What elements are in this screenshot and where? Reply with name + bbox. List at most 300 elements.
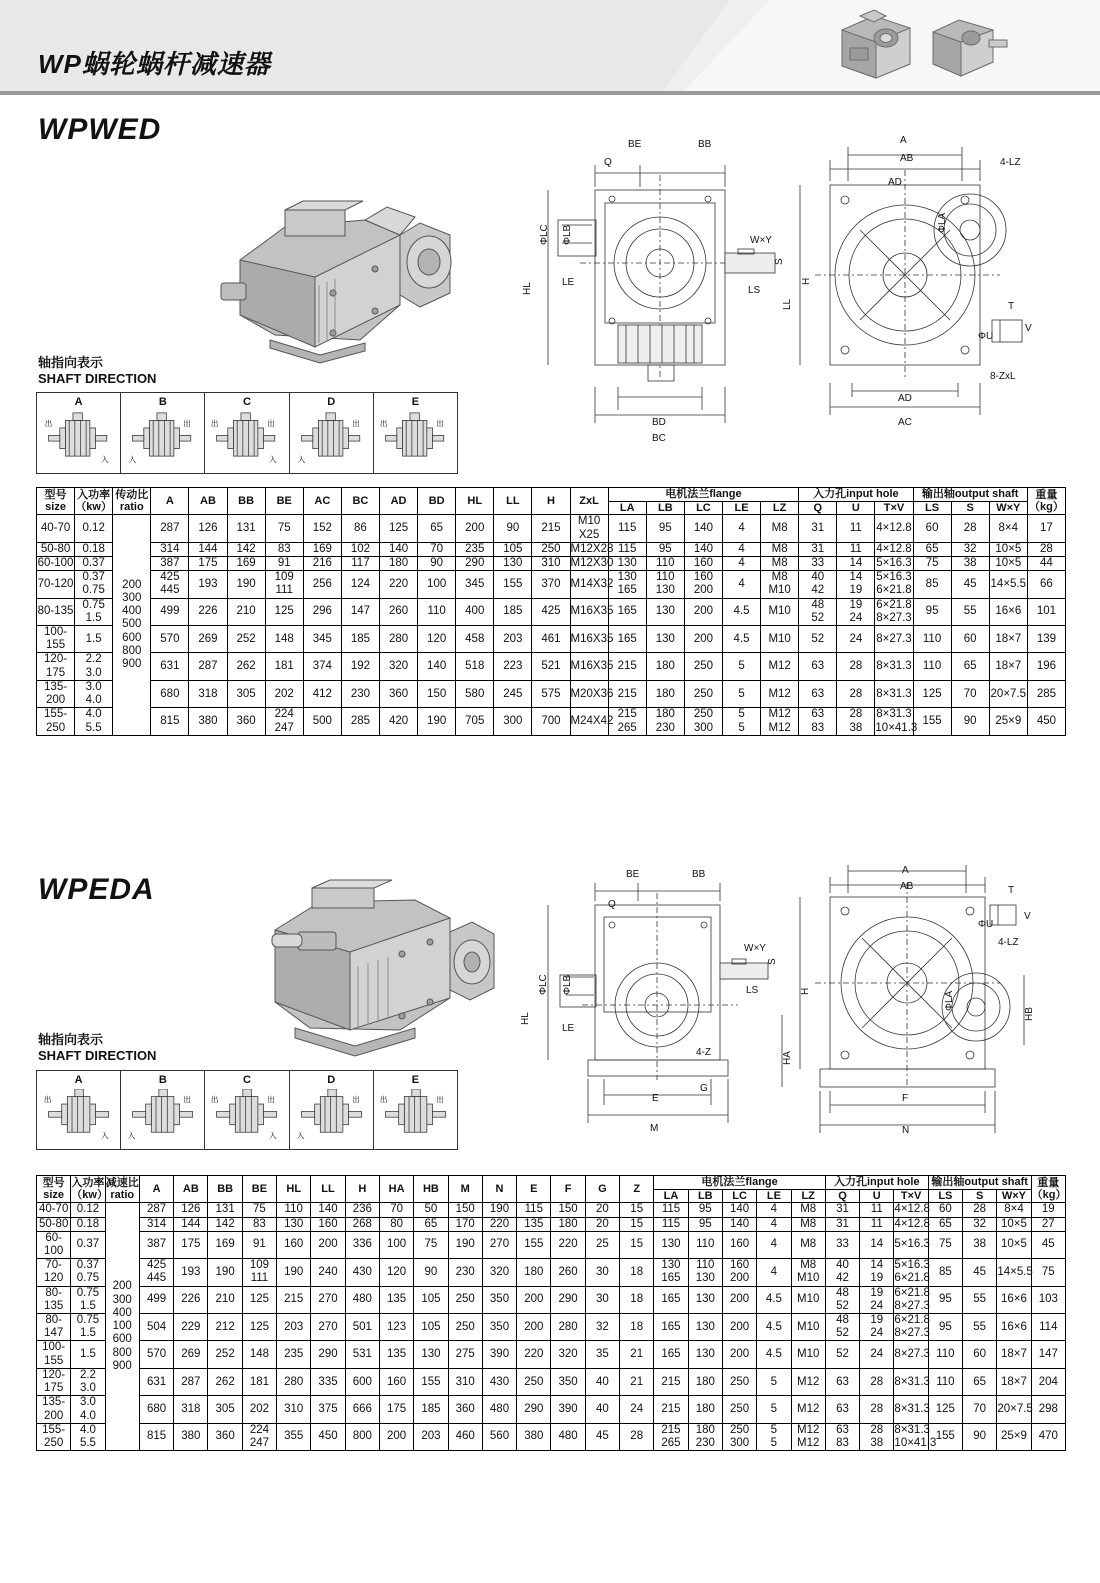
spec-table-wpeda [36, 1175, 1066, 1451]
cell-LA: 130 165 [608, 571, 646, 598]
cell-LZ: M8 M10 [791, 1259, 825, 1286]
cell-AB: 380 [189, 708, 227, 735]
cell-TV: 8×31.3 [875, 680, 913, 707]
cell-AB: 318 [174, 1396, 208, 1423]
cell-Q: 31 [799, 515, 837, 542]
cell-LS: 110 [928, 1368, 962, 1395]
cell-N: 480 [482, 1396, 516, 1423]
cell-AB: 175 [189, 556, 227, 570]
cell-E: 380 [517, 1423, 551, 1450]
group-output-shaft: 输出轴output shaft [913, 488, 1027, 502]
svg-text:出: 出 [267, 1095, 276, 1105]
col-H: H [345, 1176, 379, 1203]
cell-LE: 4 [722, 556, 760, 570]
cell-LB: 130 [688, 1286, 722, 1313]
shaft-direction-label-1: 轴指向表示 SHAFT DIRECTION [38, 355, 157, 386]
svg-text:HB: HB [1024, 1007, 1035, 1021]
cell-G: 35 [585, 1341, 619, 1368]
cell-AD: 280 [379, 626, 417, 653]
svg-text:出: 出 [44, 419, 53, 429]
cell-AD: 360 [379, 680, 417, 707]
cell-weight: 204 [1031, 1368, 1065, 1395]
col-LB: LB [688, 1189, 722, 1203]
cell-S: 38 [963, 1231, 997, 1258]
col-LZ: LZ [761, 501, 799, 515]
cell-power: 0.18 [75, 542, 113, 556]
cell-LS: 60 [913, 515, 951, 542]
svg-text:BB: BB [692, 869, 706, 880]
col-LA: LA [608, 501, 646, 515]
svg-text:AD: AD [888, 177, 902, 188]
cell-WY: 10×5 [997, 1231, 1031, 1258]
cell-A: 680 [139, 1396, 173, 1423]
cell-F: 260 [551, 1259, 585, 1286]
cell-size: 100-155 [37, 626, 75, 653]
cell-BB: 262 [227, 653, 265, 680]
col-AC: AC [303, 488, 341, 515]
col-BE: BE [242, 1176, 276, 1203]
cell-H: 461 [532, 626, 570, 653]
cell-AC: 500 [303, 708, 341, 735]
cell-U: 28 38 [860, 1423, 894, 1450]
cell-BB: 210 [227, 598, 265, 625]
cell-LZ: M10 [761, 626, 799, 653]
cell-LE: 5 [757, 1368, 791, 1395]
shaft-diagram-c-icon [209, 411, 284, 466]
cell-LB: 130 [646, 626, 684, 653]
col-ratio: 减速比 ratio [105, 1176, 139, 1202]
cell-LA: 115 [654, 1203, 688, 1217]
cell-HL: 200 [456, 515, 494, 542]
cell-LB: 180 [646, 653, 684, 680]
cell-AD: 260 [379, 598, 417, 625]
shaft-cell-d: D 出 入 [290, 393, 374, 473]
page-header [0, 0, 1100, 95]
cell-BD: 65 [418, 515, 456, 542]
cell-LL: 155 [494, 571, 532, 598]
cell-BC: 86 [341, 515, 379, 542]
col-LA: LA [654, 1189, 688, 1203]
cell-M: 275 [448, 1341, 482, 1368]
cell-U: 11 [837, 542, 875, 556]
cell-HB: 203 [414, 1423, 448, 1450]
cell-BE: 125 [242, 1314, 276, 1341]
svg-text:入: 入 [269, 454, 278, 464]
shaft-cell-c: C 出 出 入 [205, 393, 289, 473]
cell-LZ: M8 [761, 542, 799, 556]
cell-BC: 117 [341, 556, 379, 570]
col-LB: LB [646, 501, 684, 515]
table-row [37, 1396, 1066, 1423]
cell-weight: 27 [1031, 1217, 1065, 1231]
cell-TV: 4×12.8 [875, 515, 913, 542]
cell-Q: 40 42 [799, 571, 837, 598]
cell-HL: 310 [277, 1396, 311, 1423]
cell-H: 600 [345, 1368, 379, 1395]
cell-BE: 75 [265, 515, 303, 542]
cell-LL: 105 [494, 542, 532, 556]
cell-Q: 31 [799, 542, 837, 556]
cell-HA: 200 [379, 1423, 413, 1450]
cell-G: 40 [585, 1368, 619, 1395]
svg-text:AD: AD [898, 393, 912, 404]
col-A: A [139, 1176, 173, 1203]
cell-LA: 215 265 [608, 708, 646, 735]
cell-LZ: M12 M12 [791, 1423, 825, 1450]
cell-LL: 223 [494, 653, 532, 680]
col-AB: AB [174, 1176, 208, 1203]
svg-text:T: T [1008, 885, 1015, 896]
cell-LZ: M8 [761, 556, 799, 570]
svg-text:LE: LE [562, 1023, 575, 1034]
table-row [37, 515, 1066, 542]
cell-LZ: M8 [761, 515, 799, 542]
svg-text:4-LZ: 4-LZ [1000, 157, 1021, 168]
cell-TV: 5×16.3 6×21.8 [894, 1259, 930, 1285]
cell-S: 70 [951, 680, 989, 707]
cell-F: 150 [551, 1203, 585, 1217]
cell-power: 0.37 [75, 556, 113, 570]
cell-HL: 355 [277, 1423, 311, 1450]
cell-LZ: M12 [791, 1396, 825, 1423]
cell-TV: 8×31.3 10×41.3 [875, 708, 918, 734]
cell-BB: 212 [208, 1314, 242, 1341]
svg-text:S: S [767, 958, 778, 965]
shaft-cell-d-2: D 出 入 [290, 1071, 374, 1149]
cell-LC: 250 [684, 680, 722, 707]
cell-U: 14 19 [860, 1259, 894, 1286]
cell-HL: 705 [456, 708, 494, 735]
cell-M: 250 [448, 1286, 482, 1313]
cell-HL: 290 [456, 556, 494, 570]
cell-A: 570 [139, 1341, 173, 1368]
cell-E: 155 [517, 1231, 551, 1258]
cell-HB: 155 [414, 1368, 448, 1395]
shaft-cell-b: B 出 入 [121, 393, 205, 473]
cell-LL: 203 [494, 626, 532, 653]
cell-LL: 140 [311, 1203, 345, 1217]
cell-E: 180 [517, 1259, 551, 1286]
cell-BC: 230 [341, 680, 379, 707]
shaft-diagram-d2-icon [294, 1089, 369, 1142]
section-title-wpeda: WPEDA [38, 873, 155, 906]
cell-U: 11 [860, 1217, 894, 1231]
cell-A: 287 [139, 1203, 173, 1217]
cell-H: 370 [532, 571, 570, 598]
cell-power: 0.12 [71, 1203, 105, 1217]
cell-S: 45 [951, 571, 989, 598]
cell-TV: 8×27.3 [894, 1341, 928, 1368]
cell-H: 215 [532, 515, 570, 542]
cell-size: 60-100 [37, 556, 74, 569]
cell-BE: 202 [265, 680, 303, 707]
cell-HB: 105 [414, 1314, 448, 1341]
cell-Z: 15 [620, 1231, 654, 1258]
cell-LZ: M12 M12 [761, 708, 799, 735]
svg-text:出: 出 [211, 419, 219, 429]
cell-U: 11 [860, 1203, 894, 1217]
cell-HL: 215 [277, 1286, 311, 1313]
cell-LZ: M8 [791, 1231, 825, 1258]
svg-text:H: H [800, 987, 811, 995]
cell-HA: 175 [379, 1396, 413, 1423]
cell-H: 430 [345, 1259, 379, 1286]
cell-HA: 123 [379, 1314, 413, 1341]
table-row [37, 1423, 1066, 1450]
cell-HA: 135 [379, 1286, 413, 1313]
cell-LC: 160 [722, 1231, 756, 1258]
cell-LA: 215 265 [654, 1423, 688, 1450]
cell-HB: 130 [414, 1341, 448, 1368]
cell-S: 55 [963, 1286, 997, 1313]
svg-text:出: 出 [351, 419, 360, 429]
cell-LA: 215 [654, 1368, 688, 1395]
wpwed-technical-drawing [500, 125, 1070, 445]
shaft-diagram-c2-icon [209, 1089, 284, 1142]
col-S: S [963, 1189, 997, 1203]
svg-text:S: S [774, 258, 785, 265]
cell-A: 425 445 [151, 571, 189, 598]
cell-LS: 60 [928, 1203, 962, 1217]
cell-ZxL: M16X35 [570, 598, 608, 625]
svg-text:LL: LL [782, 298, 793, 310]
table-row [37, 626, 1066, 653]
cell-LA: 130 [654, 1231, 688, 1258]
cell-AB: 126 [189, 515, 227, 542]
cell-Q: 52 [799, 626, 837, 653]
cell-HL: 235 [277, 1341, 311, 1368]
cell-G: 20 [585, 1217, 619, 1231]
cell-BC: 192 [341, 653, 379, 680]
svg-text:LS: LS [748, 285, 761, 296]
cell-weight: 139 [1027, 626, 1065, 653]
cell-weight: 298 [1031, 1396, 1065, 1423]
cell-power: 0.37 0.75 [71, 1259, 105, 1286]
cell-LA: 165 [608, 598, 646, 625]
cell-LE: 4 [722, 571, 760, 598]
cell-LL: 290 [311, 1341, 345, 1368]
cell-LA: 130 165 [654, 1259, 688, 1286]
cell-BC: 147 [341, 598, 379, 625]
cell-G: 20 [585, 1203, 619, 1217]
cell-M: 230 [448, 1259, 482, 1286]
svg-text:HL: HL [520, 1012, 531, 1025]
cell-BB: 262 [208, 1368, 242, 1395]
cell-H: 310 [532, 556, 570, 570]
svg-text:A: A [900, 135, 907, 146]
col-HL: HL [456, 488, 494, 515]
cell-F: 280 [551, 1314, 585, 1341]
svg-text:F: F [902, 1093, 909, 1104]
cell-weight: 66 [1027, 571, 1065, 598]
cell-A: 570 [151, 626, 189, 653]
shaft-cell-a: A 出 入 [37, 393, 121, 473]
cell-power: 0.75 1.5 [71, 1314, 105, 1341]
cell-AB: 144 [174, 1217, 208, 1231]
table-row [37, 1231, 1066, 1258]
svg-text:入: 入 [128, 454, 137, 464]
cell-LC: 140 [684, 515, 722, 542]
cell-BB: 190 [227, 571, 265, 598]
svg-text:G: G [700, 1083, 708, 1094]
cell-LL: 270 [311, 1286, 345, 1313]
cell-LE: 4 [757, 1203, 791, 1217]
cell-LZ: M12 [761, 680, 799, 707]
cell-U: 24 [837, 626, 875, 653]
cell-U: 19 24 [860, 1314, 894, 1341]
cell-A: 387 [139, 1231, 173, 1258]
cell-H: 480 [345, 1286, 379, 1313]
cell-G: 40 [585, 1396, 619, 1423]
cell-LZ: M12 [791, 1368, 825, 1395]
cell-Q: 52 [825, 1341, 859, 1368]
svg-text:N: N [902, 1125, 910, 1136]
cell-LB: 110 [688, 1231, 722, 1258]
cell-LS: 125 [928, 1396, 962, 1423]
shaft-diagram-a-icon [41, 411, 116, 466]
cell-LB: 180 [688, 1368, 722, 1395]
svg-text:入: 入 [296, 1130, 304, 1140]
cell-AB: 144 [189, 542, 227, 556]
cell-LL: 185 [494, 598, 532, 625]
cell-size: 100-155 [37, 1341, 71, 1368]
shaft-direction-table-2 [36, 1070, 458, 1150]
cell-LE: 4 [722, 542, 760, 556]
table-row [37, 680, 1066, 707]
cell-weight: 45 [1031, 1231, 1065, 1258]
cell-WY: 25×9 [989, 708, 1027, 735]
cell-Z: 15 [620, 1203, 654, 1217]
cell-LA: 165 [608, 626, 646, 653]
cell-HL: 203 [277, 1314, 311, 1341]
table-row [37, 1259, 1066, 1286]
col-Q: Q [799, 501, 837, 515]
cell-WY: 14×5.5 [989, 571, 1027, 598]
cell-size: 155-250 [37, 1423, 71, 1450]
cell-A: 815 [139, 1423, 173, 1450]
cell-BD: 140 [418, 653, 456, 680]
cell-WY: 16×6 [989, 598, 1027, 625]
cell-AB: 175 [174, 1231, 208, 1258]
cell-HB: 75 [414, 1231, 448, 1258]
cell-BD: 190 [418, 708, 456, 735]
cell-BE: 109 111 [242, 1259, 276, 1286]
col-U: U [860, 1189, 894, 1203]
cell-A: 631 [139, 1368, 173, 1395]
cell-power: 0.18 [71, 1217, 105, 1231]
cell-power: 0.37 [71, 1231, 105, 1258]
cell-HL: 280 [277, 1368, 311, 1395]
cell-power: 3.0 4.0 [75, 680, 113, 707]
cell-LB: 130 [688, 1314, 722, 1341]
cell-Z: 18 [620, 1314, 654, 1341]
section-title-wpwed: WPWED [38, 113, 162, 146]
cell-AC: 152 [303, 515, 341, 542]
cell-S: 65 [963, 1368, 997, 1395]
svg-text:ΦLB: ΦLB [562, 974, 573, 995]
cell-LB: 180 230 [688, 1423, 722, 1450]
cell-BB: 131 [227, 515, 265, 542]
cell-H: 531 [345, 1341, 379, 1368]
cell-HL: 235 [456, 542, 494, 556]
cell-BB: 360 [208, 1423, 242, 1450]
cell-power: 4.0 5.5 [75, 708, 113, 735]
cell-LC: 160 [684, 556, 722, 570]
cell-LB: 110 130 [688, 1259, 722, 1286]
cell-M: 170 [448, 1217, 482, 1231]
cell-HL: 110 [277, 1203, 311, 1217]
cell-N: 350 [482, 1286, 516, 1313]
cell-size: 40-70 [37, 515, 75, 542]
cell-BE: 148 [265, 626, 303, 653]
cell-AB: 318 [189, 680, 227, 707]
cell-H: 800 [345, 1423, 379, 1450]
cell-ZxL: M14X32 [570, 571, 608, 598]
cell-U: 28 [837, 653, 875, 680]
cell-Z: 15 [620, 1217, 654, 1231]
cell-E: 220 [517, 1341, 551, 1368]
cell-A: 425 445 [139, 1259, 173, 1286]
cell-weight: 44 [1027, 556, 1065, 570]
cell-S: 28 [951, 515, 989, 542]
cell-AD: 125 [379, 515, 417, 542]
cell-HB: 105 [414, 1286, 448, 1313]
cell-TV: 6×21.8 8×27.3 [894, 1314, 930, 1340]
cell-AC: 374 [303, 653, 341, 680]
cell-F: 180 [551, 1217, 585, 1231]
cell-E: 200 [517, 1286, 551, 1313]
cell-F: 220 [551, 1231, 585, 1258]
cell-LS: 85 [928, 1259, 962, 1286]
svg-text:LE: LE [562, 277, 575, 288]
cell-HA: 120 [379, 1259, 413, 1286]
svg-text:Q: Q [608, 899, 616, 910]
cell-LB: 180 230 [646, 708, 684, 735]
shaft-diagram-b2-icon [125, 1089, 200, 1142]
cell-size: 70-120 [37, 571, 75, 598]
cell-AB: 287 [189, 653, 227, 680]
cell-LC: 140 [722, 1203, 756, 1217]
cell-size: 80-135 [37, 598, 75, 625]
col-LL: LL [311, 1176, 345, 1203]
cell-H: 268 [345, 1217, 379, 1231]
svg-text:出: 出 [351, 1095, 360, 1105]
col-N: N [482, 1176, 516, 1203]
cell-LL: 90 [494, 515, 532, 542]
cell-A: 680 [151, 680, 189, 707]
cell-TV: 8×31.3 [894, 1368, 928, 1395]
cell-BD: 110 [418, 598, 456, 625]
cell-HA: 100 [379, 1231, 413, 1258]
cell-S: 65 [951, 653, 989, 680]
cell-LL: 300 [494, 708, 532, 735]
cell-LC: 200 [722, 1341, 756, 1368]
shaft-cell-e: E 出 出 [374, 393, 457, 473]
cell-WY: 10×5 [989, 556, 1027, 570]
svg-text:ΦLB: ΦLB [562, 224, 573, 245]
cell-BE: 224 247 [242, 1423, 276, 1450]
cell-BB: 360 [227, 708, 265, 735]
cell-BD: 120 [418, 626, 456, 653]
cell-AD: 420 [379, 708, 417, 735]
svg-text:入: 入 [297, 454, 305, 464]
cell-LS: 75 [928, 1231, 962, 1258]
cell-LC: 250 300 [684, 708, 722, 735]
cell-power: 3.0 4.0 [71, 1396, 105, 1423]
cell-H: 700 [532, 708, 570, 735]
cell-AB: 269 [174, 1341, 208, 1368]
col-LL: LL [494, 488, 532, 515]
